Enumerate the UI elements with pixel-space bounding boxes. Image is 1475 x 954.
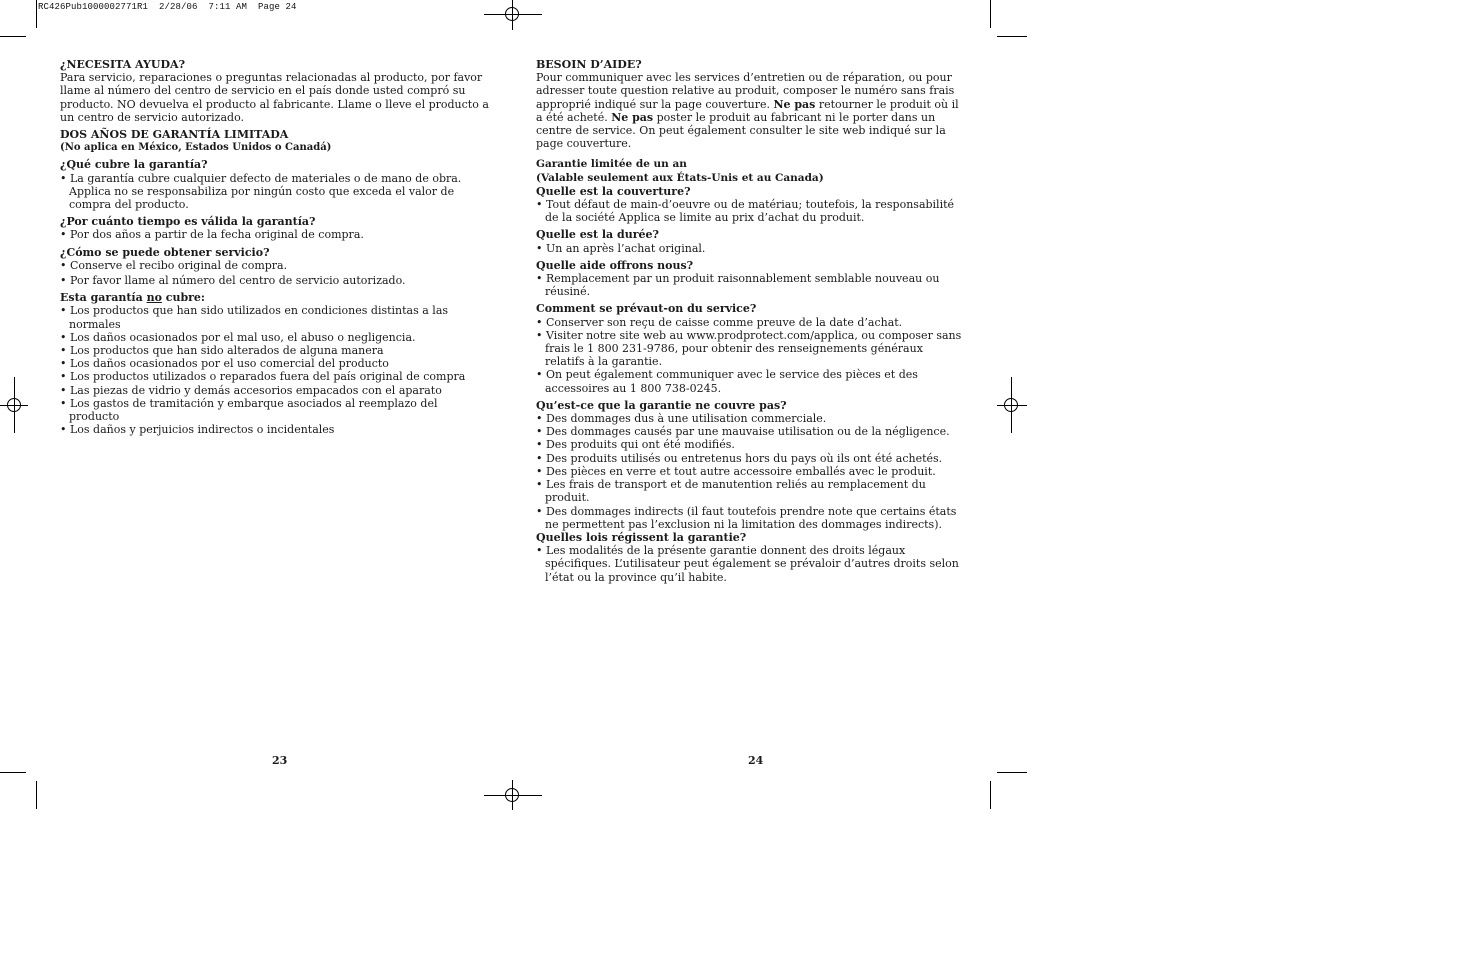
question-heading: Quelle aide offrons nous? [536, 258, 694, 272]
question-heading: ¿Cómo se puede obtener servicio? [60, 245, 270, 259]
bullet-item: • Des pièces en verre et tout autre accessoire emballés avec le produit. [536, 464, 936, 478]
bullet-item: • Los daños ocasionados por el uso comercial del producto [60, 357, 389, 371]
crop-mark [997, 772, 1027, 773]
bullet-item: • Remplacement par un produit raisonnablement semblable nouveau ou réusiné. [536, 272, 940, 299]
paragraph [536, 71, 964, 150]
bullet-item: • Los productos utilizados o reparados fuera del país original de compra [60, 370, 466, 384]
paragraph-text: Pour communiquer avec les services d’entretien ou de réparation, ou pour adresser toute question relative au produit, composer le numéro sans frais approprié indiqué sur la page couverture. [536, 71, 955, 111]
question-heading: ¿Por cuánto tiempo es válida la garantía? [60, 215, 316, 229]
bullet-item: • On peut également communiquer avec le service des pièces et des accessoires au 1 800 738-0245. [536, 368, 918, 395]
section-heading: DOS AÑOS DE GARANTÍA LIMITADA [60, 128, 289, 142]
bullet-item: • Des dommages indirects (il faut toutefois prendre note que certains états ne permettent pas l’exclusion ni la limitation des dommages indirects). [536, 504, 957, 531]
bullet-item: • Los productos que han sido alterados de alguna manera [60, 344, 384, 358]
crop-mark [990, 781, 991, 809]
crop-mark [36, 0, 37, 28]
crop-mark [997, 36, 1027, 37]
bullet-item: • Conserve el recibo original de compra. [60, 258, 288, 272]
bullet-item: • La garantía cubre cualquier defecto de materiales o de mano de obra. Applica no se responsabiliza por ningún costo que exceda el valor de compra del producto. [60, 171, 462, 212]
bullet-item: • Los gastos de tramitación y embarque asociados al reemplazo del producto [60, 396, 438, 424]
registration-circle [505, 788, 519, 802]
registration-circle [505, 7, 519, 21]
crop-mark [0, 772, 26, 773]
section-heading: BESOIN D’AIDE? [536, 58, 642, 71]
heading-underlined-word: no [146, 291, 162, 305]
bullet-item: • Los daños y perjuicios indirectos o incidentales [60, 423, 335, 437]
print-slug: RC426Pub1000002771R1 2/28/06 7:11 AM Page 24 [38, 2, 297, 12]
bullet-item: • Visiter notre site web au www.prodprotect.com/applica, ou composer sans frais le 1 800 231-9786, pour obtenir des renseignements généraux relatifs à la garantie. [536, 328, 962, 369]
bullet-item: • Des dommages causés par une mauvaise utilisation ou de la négligence. [536, 425, 950, 439]
question-heading: ¿Qué cubre la garantía? [60, 158, 208, 172]
crop-mark [36, 781, 37, 809]
registration-circle [1004, 398, 1018, 412]
page-number: 23 [272, 754, 288, 767]
bullet-item: • Les modalités de la présente garantie donnent des droits légaux spécifiques. L’utilisateur peut également se prévaloir d’autres droits selon l’état ou la province qu’il habite. [536, 544, 959, 584]
bullet-item: • Por dos años a partir de la fecha original de compra. [60, 228, 364, 242]
section-heading: ¿NECESITA AYUDA? [60, 58, 186, 71]
question-heading [60, 291, 490, 304]
bullet-item: • Los daños ocasionados por el mal uso, el abuso o negligencia. [60, 330, 416, 344]
page-number: 24 [748, 754, 764, 767]
bullet-item: • Des produits qui ont été modifiés. [536, 438, 735, 452]
question-heading: Quelles lois régissent la garantie? [536, 530, 747, 544]
bullet-item: • Tout défaut de main-d’oeuvre ou de matériau; toutefois, la responsabilité de la société Applica se limite au prix d’achat du produit. [536, 198, 955, 225]
heading-text: cubre: [161, 291, 205, 305]
right-page-column [536, 58, 964, 584]
paragraph-text: poster le produit au fabricant ni le porter dans un centre de service. On peut également consulter le site web indiqué sur la page couverture. [536, 110, 946, 151]
emphasis-text: Ne pas [773, 97, 816, 111]
paragraph: Para servicio, reparaciones o preguntas relacionadas al producto, por favor llame al número del centro de servicio en el país donde usted compró su producto. NO devuelva el producto al fabricante. Llame o lleve el producto a un centro de servicio autorizado. [60, 71, 489, 124]
bullet-item: • Las piezas de vidrio y demás accesorios empacados con el aparato [60, 383, 442, 397]
section-subheading: (No aplica en México, Estados Unidos o Canadá) [60, 142, 332, 154]
section-subheading: (Valable seulement aux États-Unis et au Canada) [536, 171, 824, 184]
crop-mark [0, 36, 26, 37]
bullet-item: • Des dommages dus à une utilisation commerciale. [536, 412, 827, 426]
bullet-item: • Por favor llame al número del centro de servicio autorizado. [60, 274, 406, 288]
emphasis-text: Ne pas [611, 110, 654, 124]
heading-text: Esta garantía [60, 291, 147, 305]
bullet-item: • Des produits utilisés ou entretenus hors du pays où ils ont été achetés. [536, 451, 943, 465]
paragraph-text: retourner le produit où il a été acheté. [536, 97, 959, 124]
question-heading: Quelle est la couverture? [536, 184, 691, 198]
question-heading: Qu’est-ce que la garantie ne couvre pas? [536, 398, 787, 412]
bullet-item: • Los productos que han sido utilizados en condiciones distintas a las normales [60, 304, 449, 331]
left-page-column [60, 58, 490, 436]
question-heading: Quelle est la durée? [536, 228, 659, 242]
section-heading: Garantie limitée de un an [536, 158, 687, 171]
registration-circle [7, 398, 21, 412]
bullet-item: • Un an après l’achat original. [536, 241, 706, 255]
bullet-item: • Les frais de transport et de manutention reliés au remplacement du produit. [536, 478, 926, 505]
crop-mark [990, 0, 991, 28]
bullet-item: • Conserver son reçu de caisse comme preuve de la date d’achat. [536, 315, 903, 329]
question-heading: Comment se prévaut-on du service? [536, 302, 757, 316]
